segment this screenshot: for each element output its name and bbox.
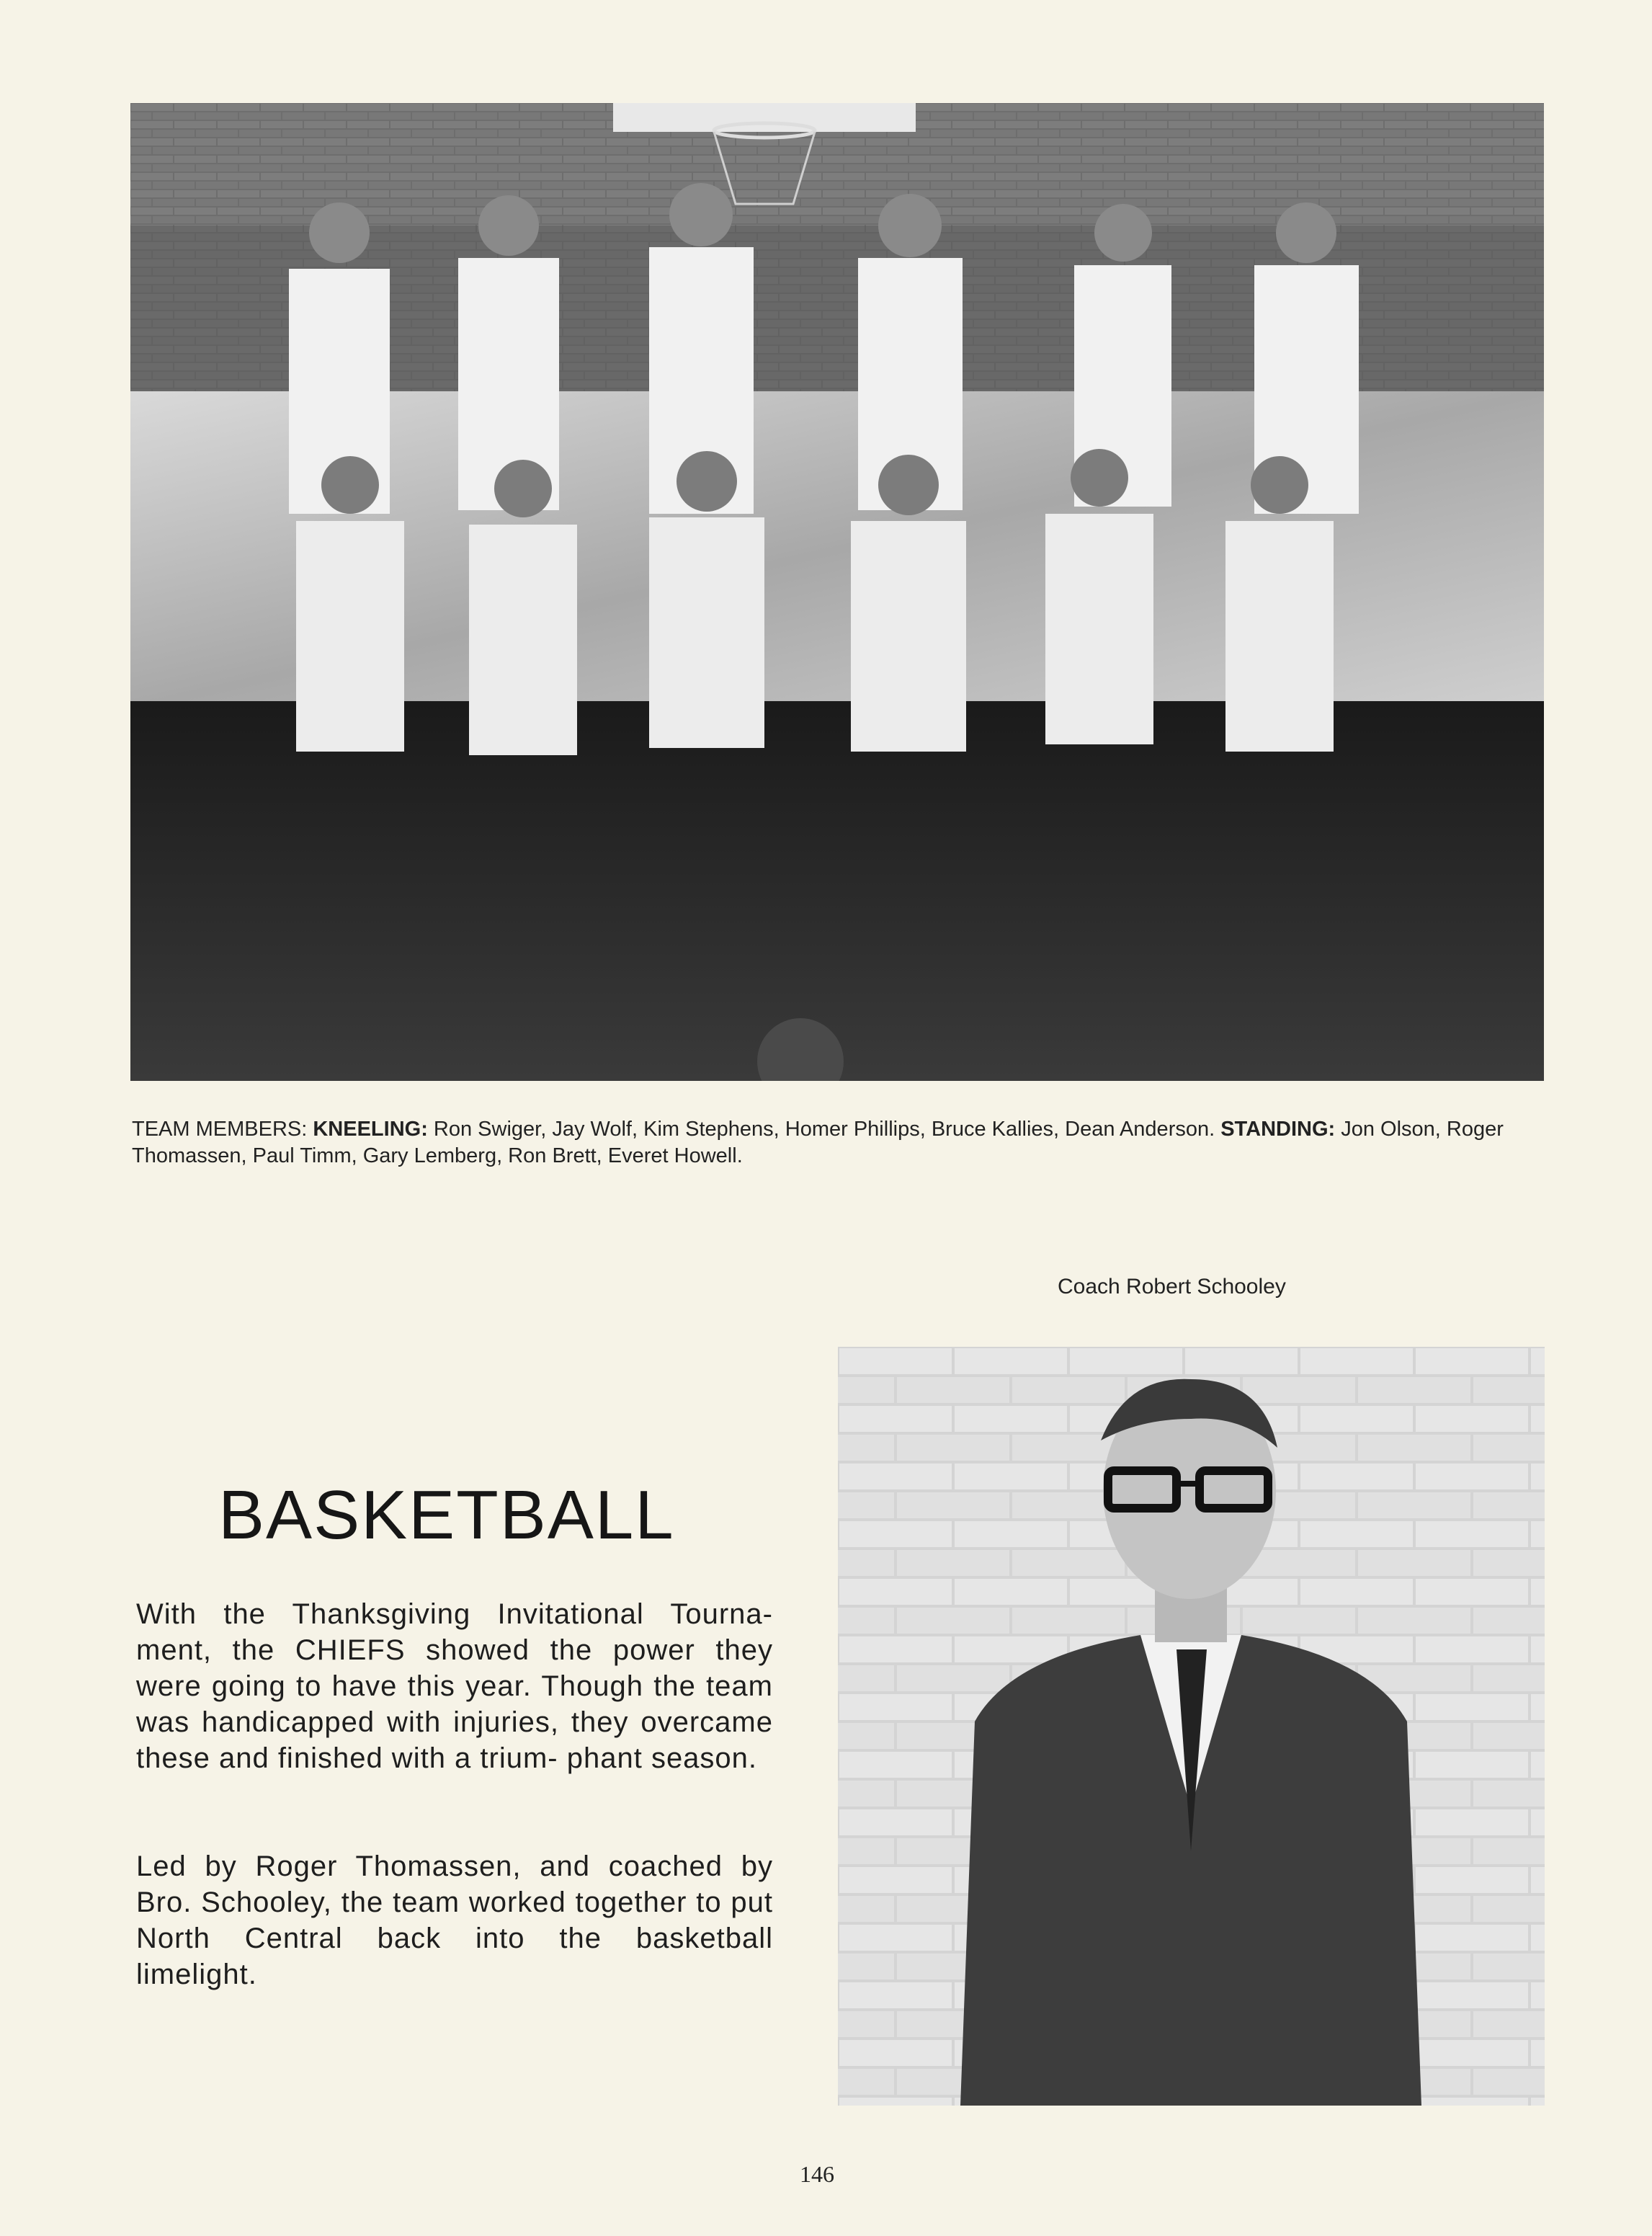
caption-prefix: TEAM MEMBERS: [132,1118,313,1141]
coach-photo [838,1347,1545,2106]
coach-caption: Coach Robert Schooley [1058,1275,1286,1299]
article-heading: BASKETBALL [218,1476,675,1554]
coach-photo-image [838,1347,1545,2106]
article-paragraph-2: Led by Roger Thomassen, and coached by Bro. Schooley, the team worked together to put North Central back into the basketball limelight. [136,1850,773,1990]
standing-label: STANDING: [1220,1118,1336,1141]
team-caption [132,1116,1548,1170]
kneeling-names: Ron Swiger, Jay Wolf, Kim Stephens, Homer Phillips, Bruce Kallies, Dean Anderson. [427,1118,1221,1141]
kneeling-label: KNEELING: [313,1118,428,1141]
article-paragraph-1: With the Thanksgiving Invitational Tourna- ment, the CHIEFS showed the power they were going to have this year. Though the team was handicapped with injuries, they overcame these and finished with a trium- phant season. [136,1598,773,1774]
page-number: 146 [800,2161,834,2187]
team-photo [130,103,1544,1081]
standing-names: Jon Olson, Roger Thomassen, Paul Timm, Gary Lemberg, Ron Brett, Everet Howell. [132,1118,1504,1167]
team-photo-image [130,103,1544,1081]
